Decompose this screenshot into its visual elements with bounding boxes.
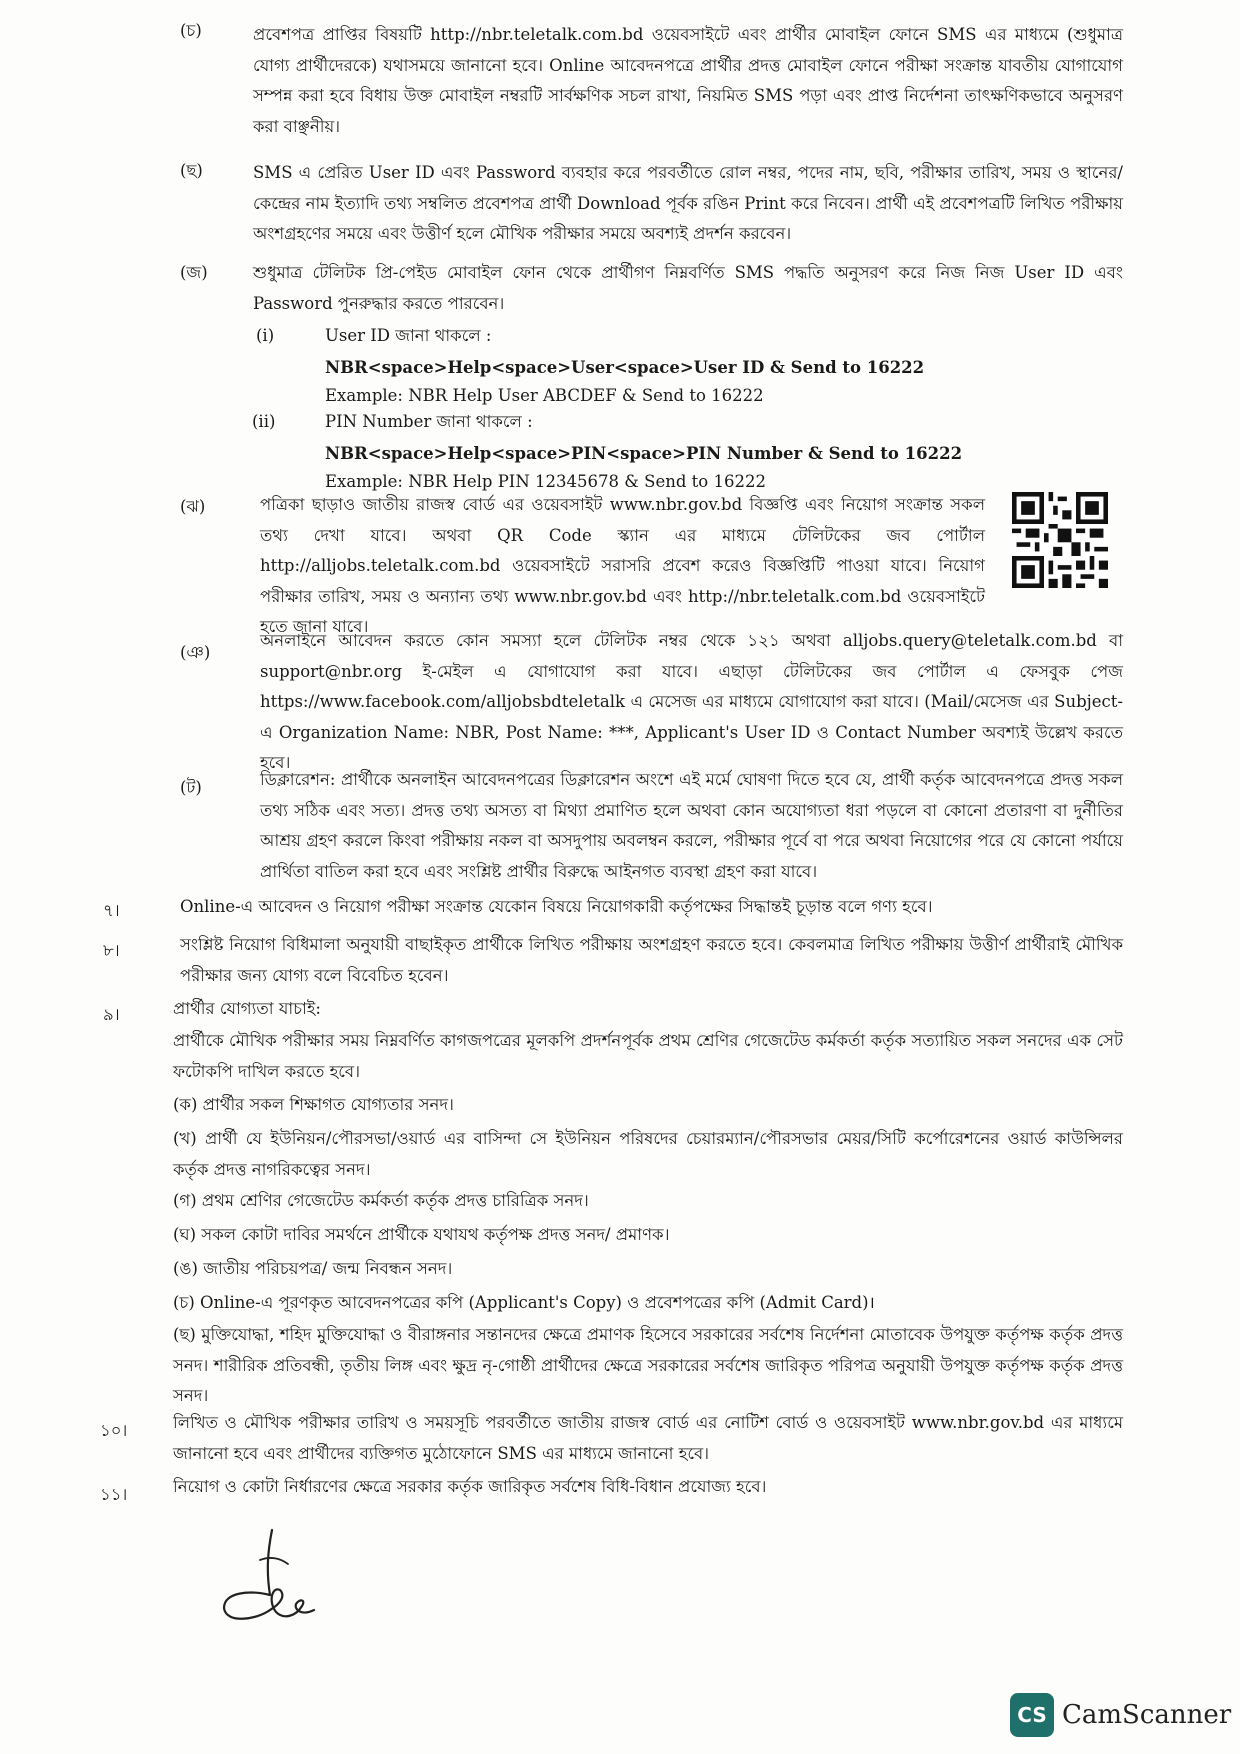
item-label-ta: (ট) bbox=[180, 778, 202, 797]
qualification-item: (ঙ) জাতীয় পরিচয়পত্র/ জন্ম নিবন্ধন সনদ। bbox=[173, 1259, 453, 1278]
sms-example-ii: Example: NBR Help PIN 12345678 & Send to 16222 bbox=[325, 472, 766, 491]
point-title-9: প্রার্থীর যোগ্যতা যাচাই: bbox=[173, 999, 321, 1018]
item-text-chha: SMS এ প্রেরিত User ID এবং Password ব্যবহার করে পরবর্তীতে রোল নম্বর, পদের নাম, ছবি, পরীক্ষার তারিখ, সময় ও স্থানের/কেন্দ্রের নাম ইত্যাদি তথ্য সম্বলিত প্রবেশপত্র প্রার্থী Download পূর্বক রঙিন Print করে নিবেন। প্রার্থী এই প্রবেশপত্রটি লিখিত পরীক্ষায় অংশগ্রহণের সময়ে এবং উত্তীর্ণ হলে মৌখিক পরীক্ষার সময়ে অবশ্যই প্রদর্শন করবেন। bbox=[253, 163, 1123, 243]
item-text-ta: ডিক্লারেশন: প্রার্থীকে অনলাইন আবেদনপত্রের ডিক্লারেশন অংশে এই মর্মে ঘোষণা দিতে হবে যে, প্রার্থী কর্তৃক আবেদনপত্রে প্রদত্ত সকল তথ্য সঠিক এবং সত্য। প্রদত্ত তথ্য অসত্য বা মিথ্যা প্রমাণিত হলে অথবা কোন অযোগ্যতা ধরা পড়লে বা কোনো প্রতারণা বা দুর্নীতির আশ্রয় গ্রহণ করলে কিংবা পরীক্ষায় নকল বা অসদুপায় অবলম্বন করলে, পরীক্ষার পূর্বে বা পরে অথবা নিয়োগের পরে যে কোনো পর্যায়ে প্রার্থিতা বাতিল করা হবে এবং সংশ্লিষ্ট প্রার্থীর বিরুদ্ধে আইনগত ব্যবস্থা গ্রহণ করা যাবে। bbox=[260, 770, 1123, 881]
qualification-item: (গ) প্রথম শ্রেণির গেজেটেড কর্মকর্তা কর্তৃক প্রদত্ত চারিত্রিক সনদ। bbox=[173, 1191, 589, 1210]
item-label-ja: (জ) bbox=[180, 263, 208, 282]
item-text-cha: প্রবেশপত্র প্রাপ্তির বিষয়টি http://nbr.teletalk.com.bd ওয়েবসাইটে এবং প্রার্থীর মোবাইল ফোনে SMS এর মাধ্যমে (শুধুমাত্র যোগ্য প্রার্থীদেরকে) যথাসময়ে জানানো হবে। Online আবেদনপত্রে প্রার্থীর প্রদত্ত মোবাইল ফোনে পরীক্ষা সংক্রান্ত যাবতীয় যোগাযোগ সম্পন্ন করা হবে বিধায় উক্ত মোবাইল নম্বরটি সার্বক্ষণিক সচল রাখা, নিয়মিত SMS পড়া এবং প্রাপ্ত নির্দেশনা তাৎক্ষণিকভাবে অনুসরণ করা বাঞ্ছনীয়। bbox=[253, 25, 1123, 136]
qualification-item: (চ) Online-এ পূরণকৃত আবেদনপত্রের কপি (Applicant's Copy) ও প্রবেশপত্রের কপি (Admit Card)। bbox=[173, 1293, 875, 1312]
sms-example-i: Example: NBR Help User ABCDEF & Send to 16222 bbox=[325, 386, 764, 405]
item-label-cha: (চ) bbox=[180, 21, 202, 40]
sms-format-ii: NBR<space>Help<space>PIN<space>PIN Number & Send to 16222 bbox=[325, 444, 963, 463]
point-text-11: নিয়োগ ও কোটা নির্ধারণের ক্ষেত্রে সরকার কর্তৃক জারিকৃত সর্বশেষ বিধি-বিধান প্রযোজ্য হবে। bbox=[173, 1477, 767, 1496]
point-num-8: ৮। bbox=[103, 941, 120, 960]
qr-code-icon[interactable] bbox=[1012, 492, 1108, 588]
item-label-jha: (ঝ) bbox=[180, 497, 206, 516]
camscanner-brand: CamScanner bbox=[1062, 1700, 1232, 1730]
point-text-8: সংশ্লিষ্ট নিয়োগ বিধিমালা অনুযায়ী বাছাইকৃত প্রার্থীকে লিখিত পরীক্ষায় অংশগ্রহণ করতে হবে। কেবলমাত্র লিখিত পরীক্ষায় উত্তীর্ণ প্রার্থীরাই মৌখিক পরীক্ষার জন্য যোগ্য বলে বিবেচিত হবেন। bbox=[180, 935, 1123, 985]
point-num-10: ১০। bbox=[100, 1421, 128, 1440]
item-text-nya: অনলাইনে আবেদন করতে কোন সমস্যা হলে টেলিটক নম্বর থেকে ১২১ অথবা alljobs.query@teletalk.com.bd বা support@nbr.org ই-মেইল এ যোগাযোগ করা যাবে। এছাড়া টেলিটকের জব পোর্টাল এ ফেসবুক পেজ https://www.facebook.com/alljobsbdteletalk এ মেসেজ এর মাধ্যমে যোগাযোগ করা যাবে। (Mail/মেসেজ এর Subject-এ Organization Name: NBR, Post Name: ***, Applicant's User ID ও Contact Number অবশ্যই উল্লেখ করতে হবে। bbox=[260, 631, 1123, 772]
point-intro-9: প্রার্থীকে মৌখিক পরীক্ষার সময় নিম্নবর্ণিত কাগজপত্রের মূলকপি প্রদর্শনপূর্বক প্রথম শ্রেণির গেজেটেড কর্মকর্তা কর্তৃক সত্যায়িত সকল সনদের এক সেট ফটোকপি দাখিল করতে হবে। bbox=[173, 1031, 1123, 1081]
sms-title-ii: PIN Number জানা থাকলে : bbox=[325, 412, 533, 431]
point-text-10: লিখিত ও মৌখিক পরীক্ষার তারিখ ও সময়সূচি পরবর্তীতে জাতীয় রাজস্ব বোর্ড এর নোটিশ বোর্ড ও ওয়েবসাইট www.nbr.gov.bd এর মাধ্যমে জানানো হবে এবং প্রার্থীদের ব্যক্তিগত মুঠোফোনে SMS এর মাধ্যমে জানানো হবে। bbox=[173, 1413, 1123, 1463]
item-text-ja: শুধুমাত্র টেলিটক প্রি-পেইড মোবাইল ফোন থেকে প্রার্থীগণ নিম্নবর্ণিত SMS পদ্ধতি অনুসরণ করে নিজ নিজ User ID এবং Password পুনরুদ্ধার করতে পারবেন। bbox=[253, 263, 1123, 313]
qualification-item: (ক) প্রার্থীর সকল শিক্ষাগত যোগ্যতার সনদ। bbox=[173, 1095, 454, 1114]
item-text-jha: পত্রিকা ছাড়াও জাতীয় রাজস্ব বোর্ড এর ওয়েবসাইট www.nbr.gov.bd বিজ্ঞপ্তি এবং নিয়োগ সংক্রান্ত সকল তথ্য দেখা যাবে। অথবা QR Code স্ক্যান এর মাধ্যমে টেলিটকের জব পোর্টাল http://alljobs.teletalk.com.bd ওয়েবসাইটে সরাসরি প্রবেশ করেও বিজ্ঞপ্তিটি পাওয়া যাবে। নিয়োগ পরীক্ষার তারিখ, সময় ও অন্যান্য তথ্য www.nbr.gov.bd এবং http://nbr.teletalk.com.bd ওয়েবসাইটে হতে জানা যাবে। bbox=[260, 495, 985, 636]
point-num-9: ৯। bbox=[103, 1005, 120, 1024]
qualification-item: (খ) প্রার্থী যে ইউনিয়ন/পৌরসভা/ওয়ার্ড এর বাসিন্দা সে ইউনিয়ন পরিষদের চেয়ারম্যান/পৌরসভার মেয়র/সিটি কর্পোরেশনের ওয়ার্ড কাউন্সিলর কর্তৃক প্রদত্ত নাগরিকত্বের সনদ। bbox=[173, 1129, 1123, 1179]
qualification-item: (ঘ) সকল কোটা দাবির সমর্থনে প্রার্থীকে যথাযথ কর্তৃপক্ষ প্রদত্ত সনদ/ প্রমাণক। bbox=[173, 1225, 670, 1244]
sms-label-ii: (ii) bbox=[252, 412, 276, 431]
camscanner-watermark bbox=[1010, 1693, 1231, 1737]
item-label-nya: (ঞ) bbox=[180, 643, 211, 662]
sms-title-i: User ID জানা থাকলে : bbox=[325, 326, 492, 345]
sms-format-i: NBR<space>Help<space>User<space>User ID & Send to 16222 bbox=[325, 358, 925, 377]
point-num-7: ৭। bbox=[103, 901, 120, 920]
item-label-chha: (ছ) bbox=[180, 161, 203, 180]
signature bbox=[210, 1520, 330, 1630]
sms-label-i: (i) bbox=[256, 326, 275, 345]
camscanner-logo-icon: CS bbox=[1010, 1693, 1054, 1737]
point-text-7: Online-এ আবেদন ও নিয়োগ পরীক্ষা সংক্রান্ত যেকোন বিষয়ে নিয়োগকারী কর্তৃপক্ষের সিদ্ধান্তই চূড়ান্ত বলে গণ্য হবে। bbox=[180, 897, 933, 916]
point-num-11: ১১। bbox=[100, 1485, 128, 1504]
qualification-item: (ছ) মুক্তিযোদ্ধা, শহিদ মুক্তিযোদ্ধা ও বীরাঙ্গনার সন্তানদের ক্ষেত্রে প্রমাণক হিসেবে সরকারের সর্বশেষ নির্দেশনা মোতাবেক উপযুক্ত কর্তৃপক্ষ কর্তৃক প্রদত্ত সনদ। শারীরিক প্রতিবন্ধী, তৃতীয় লিঙ্গ এবং ক্ষুদ্র নৃ-গোষ্ঠী প্রার্থীদের ক্ষেত্রে সরকারের সর্বশেষ জারিকৃত পরিপত্র অনুযায়ী উপযুক্ত কর্তৃপক্ষ কর্তৃক প্রদত্ত সনদ। bbox=[173, 1325, 1123, 1405]
